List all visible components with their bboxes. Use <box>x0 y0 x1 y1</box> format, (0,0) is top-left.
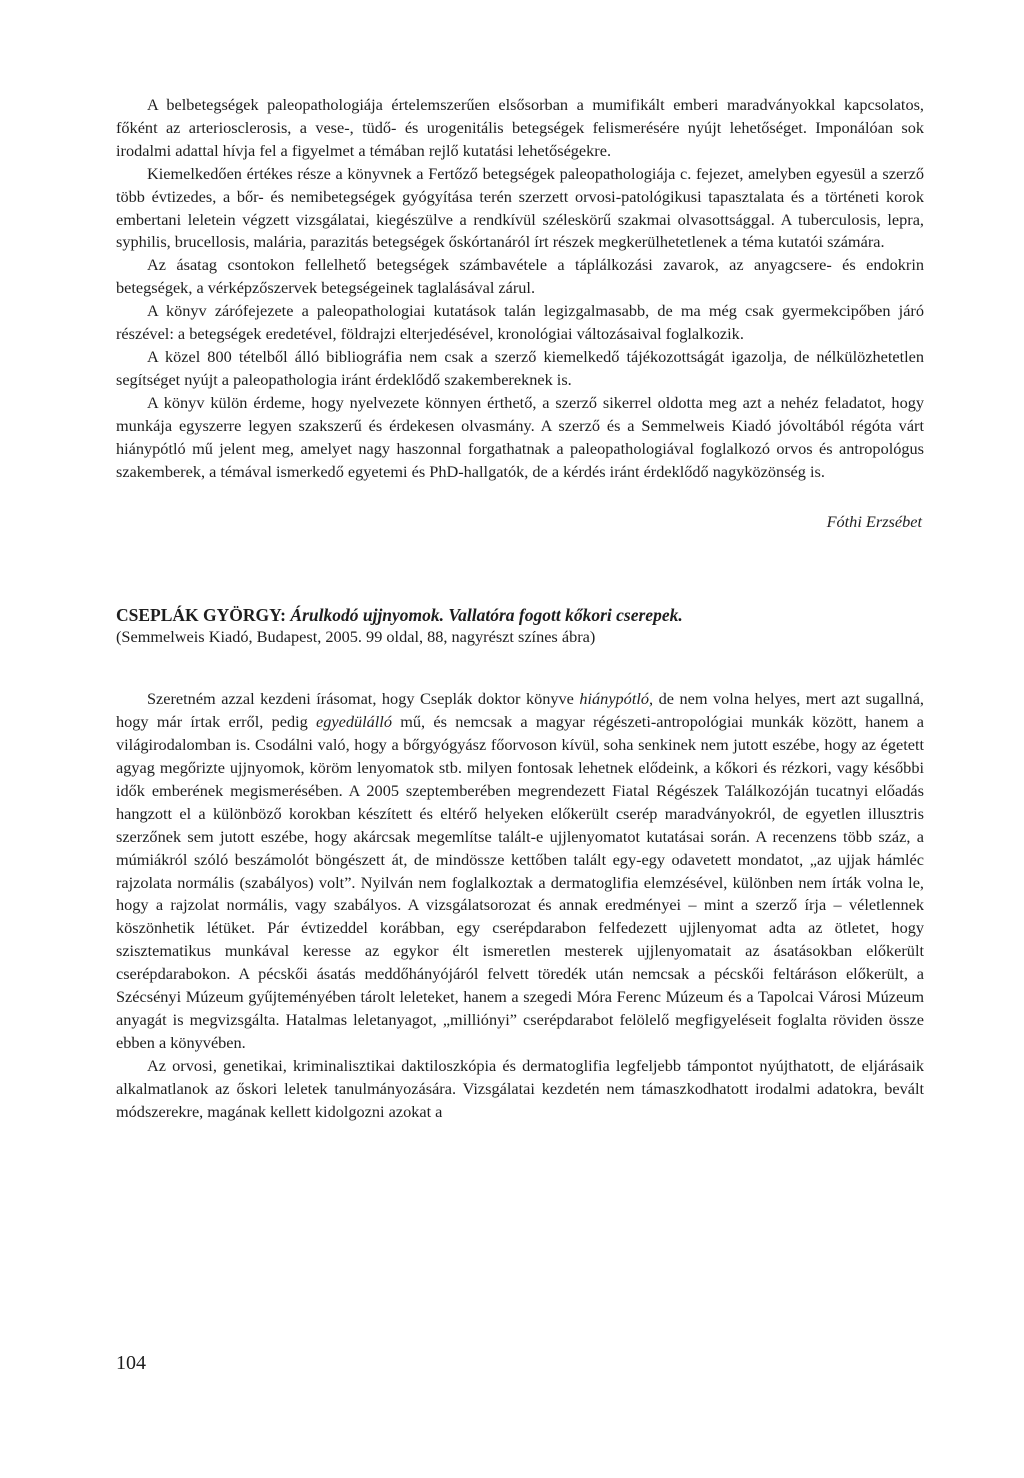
emphasis: hiánypótló, <box>579 689 654 709</box>
body-paragraph: A belbetegségek paleopathologiája értelemszerűen elsősorban a mumifikált emberi maradványokkal kapcsolatos, főként az arteriosclerosis, a vese-, tüdő- és urogenitális betegségek felismerésére nyújt lehetőséget. Imponálóan sok irodalmi adattal hívja fel a figyelmet a témában rejlő kutatási lehetőségekre. <box>116 95 924 160</box>
emphasis: egyedülálló <box>316 712 392 732</box>
body-paragraph: Az ásatag csontokon fellelhető betegségek számbavétele a táplálkozási zavarok, az anyagcsere- és endokrin betegségek, a vérképzőszervek betegségeinek taglalásával zárul. <box>116 255 924 298</box>
review-heading <box>116 604 924 626</box>
body-paragraph <box>116 688 924 1055</box>
body-paragraph: A könyv zárófejezete a paleopathologiai kutatások talán legizgalmasabb, de ma még csak gyermekcipőben járó részével: a betegségek eredetével, földrajzi elterjedésével, kronológiai változásaival foglalkozik. <box>116 301 924 344</box>
body-paragraph: A közel 800 tételből álló bibliográfia nem csak a szerző kiemelkedő tájékozottságát igazolja, de nélkülözhetetlen segítséget nyújt a paleopathologia iránt érdeklődő szakembereknek is. <box>116 346 924 389</box>
book-title: Árulkodó ujjnyomok. Vallatóra fogott kőkori cserepek. <box>290 605 683 626</box>
book-author: CSEPLÁK GYÖRGY: <box>116 605 287 626</box>
publication-details: (Semmelweis Kiadó, Budapest, 2005. 99 oldal, 88, nagyrészt színes ábra) <box>116 627 596 647</box>
body-paragraph: A könyv külön érdeme, hogy nyelvezete könnyen érthető, a szerző sikerrel oldotta meg azt a nehéz feladatot, hogy munkája egyszerre legyen szakszerű és érdekesen olvasmány. A szerző és a Semmelweis Kiadó jóvoltából régóta várt hiánypótló mű jelent meg, amelyet nagy haszonnal forgathatnak a paleopathologiával foglalkozó orvos és antropológus szakemberek, a témával ismerkedő egyetemi és PhD-hallgatók, de a kérdés iránt érdeklődő nagyközönség is. <box>116 392 924 481</box>
text-column <box>116 94 924 1124</box>
paragraph-text: Szeretném azzal kezdeni írásomat, hogy Cseplák doktor könyve <box>147 689 580 709</box>
body-paragraph: Kiemelkedően értékes része a könyvnek a Fertőző betegségek paleopathologiája c. fejezet, amelyben egyesül a szerző több évtizedes, a bőr- és nemibetegségek gyógyítása terén szerzett orvosi-patológikusi tapasztalata és a történeti korok embertani leletein végzett vizsgálatai, kiegészülve a rendkívül széleskörű szakmai olvasottsággal. A tuberculosis, lepra, syphilis, brucellosis, malária, parazitás betegségek őskórtanáról írt részek megkerülhetetlenek a téma kutatói számára. <box>116 163 924 252</box>
reviewer-signature: Fóthi Erzsébet <box>826 512 922 532</box>
body-paragraph: Az orvosi, genetikai, kriminalisztikai daktiloszkópia és dermatoglifia legfeljebb támpontot nyújthatott, de eljárásaik alkalmatlanok az őskori leletek tanulmányozására. Vizsgálatai kezdetén nem támaszkodhatott irodalmi adatokra, bevált módszerekre, magának kellett kidolgozni azokat a <box>116 1055 924 1121</box>
paragraph-text: mű, és nemcsak a magyar régészeti-antropológiai munkák között, hanem a világirodalomban is. Csodálni való, hogy a bőrgyógyász főorvoson kívül, soha senkinek nem jutott eszébe, hogy az égetett agyag megőrizte ujjnyomok, köröm lenyomatok stb. milyen fontosak lehetnek elődeink, a kőkori és rézkori, vagy későbbi idők emberének megismerésében. A 2005 szeptemberében megrendezett Fiatal Régészek Találkozóján tucatnyi előadás hangzott el a különböző korokban készített és eltérő helyeken előkerült cserép maradványokról, de egyetlen illusztris szerzőnek sem jutott eszébe, hogy akárcsak megemlítse talált-e ujjlenyomatot kutatásai során. A recenzens több száz, a múmiákról szóló beszámolót böngészett át, de mindössze kettőben talált egy-egy odavetett mondatot, „az ujjak hámléc rajzolata normális (szabályos) volt”. Nyilván nem foglalkoztak a dermatoglifia elemzésével, különben nem írták volna le, hogy a rajzolat normális, vagy szabályos. A vizsgálatsorozat és annak eredményei – mint a szerző írja – véletlennek köszönhetik létüket. Pár évtizeddel korábban, egy cserépdarabon felfedezett ujjlenyomat adta az ötletet, hogy szisztematikus munkával keresse az egykor élt ismeretlen mesterek ujjlenyomatait az ásatásokban előkerült cserépdarabokon. A pécskői ásatás meddőhányójáról felvett töredék után nemcsak a pécskői feltáráson előkerült, a Szécsényi Múzeum gyűjteményében tárolt leleteket, hanem a szegedi Móra Ferenc Múzeum és a Tapolcai Városi Múzeum anyagát is megvizsgálta. Hatalmas leletanyagot, „milliónyi” cserépdarabot felölelő megfigyeléseit foglalta röviden össze ebben a könyvében. <box>116 712 924 1052</box>
page-number: 104 <box>116 1352 146 1374</box>
paragraph-text: de nem volna helyes, mert azt sugallná, hogy már írtak erről, pedig <box>116 689 924 732</box>
